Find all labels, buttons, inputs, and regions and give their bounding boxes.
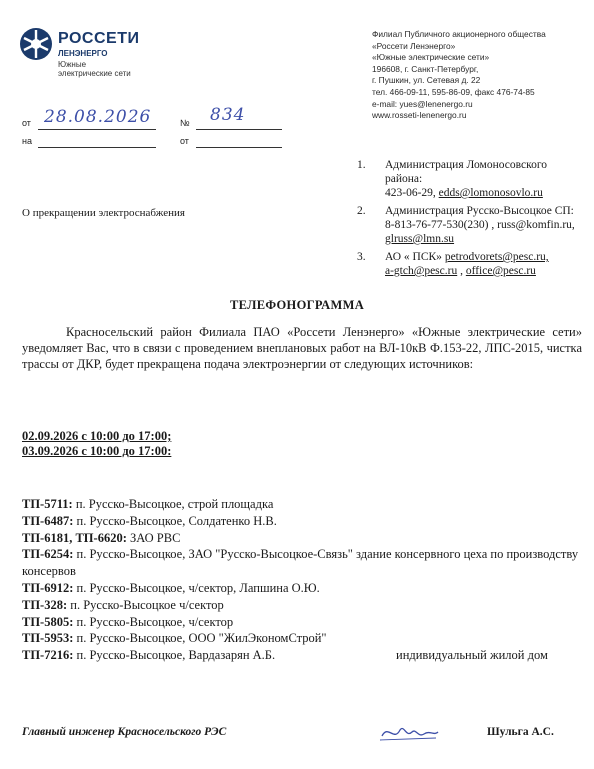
body-paragraph: Красносельский район Филиала ПАО «Россети Ленэнерго» «Южные электрические сети» уведомляет Вас, что в связи с проведением внеплановых работ на ВЛ-10кВ Ф.153-22, ЛПС-2015, чистка трассы от ДКР, будет прекращена подача электроэнергии от следующих источников: xyxy=(22,325,582,371)
substation-desc: п. Русско-Высоцкое, Солдатенко Н.В. xyxy=(73,513,277,528)
org-line: www.rosseti-lenenergo.ru xyxy=(372,110,467,121)
substation-desc: п. Русско-Высоцкое, ч/сектор, Лапшина О.Ю. xyxy=(73,580,320,595)
substation-list xyxy=(22,496,582,664)
substation-desc: п. Русско-Высоцкое, ЗАО "Русско-Высоцкое-Связь" здание консервного цеха по производству консервов xyxy=(22,547,579,579)
substation-item xyxy=(22,580,582,597)
substation-id: ТП-6254: xyxy=(22,547,74,562)
signatory-role: Главный инженер Красносельского РЭС xyxy=(22,726,227,738)
recipient-contact: 8-813-76-77-530(230) , xyxy=(385,219,498,231)
org-line: Филиал Публичного акционерного общества xyxy=(372,29,546,39)
org-line: «Южные электрические сети» xyxy=(372,52,490,63)
number-underline xyxy=(196,129,282,130)
recipient-name: АО « ПСК» xyxy=(385,251,445,263)
substation-item xyxy=(22,647,582,664)
substation-item xyxy=(22,513,582,530)
logo-branch-line2: электрические сети xyxy=(58,69,131,78)
recipient-number: 2. xyxy=(357,205,366,217)
org-line: e-mail: yues@lenenergo.ru xyxy=(372,98,473,109)
org-header xyxy=(372,29,587,122)
substation-desc: ЗАО РВС xyxy=(126,530,181,545)
recipient-item xyxy=(357,250,587,278)
logo-branch xyxy=(58,60,168,78)
substation-item xyxy=(22,546,582,580)
outage-date: 02.09.2026 с 10:00 до 17:00; xyxy=(22,429,172,443)
recipient-item xyxy=(357,204,587,246)
outgoing-number: 834 xyxy=(210,105,246,125)
recipient-number: 3. xyxy=(357,251,366,263)
to-underline xyxy=(38,147,156,148)
substation-extra: индивидуальный жилой дом xyxy=(396,648,548,663)
substation-item xyxy=(22,614,582,631)
company-logo xyxy=(18,24,168,94)
signatory-name: Шульга А.С. xyxy=(487,726,554,738)
substation-id: ТП-6912: xyxy=(22,580,74,595)
recipient-item xyxy=(357,158,587,200)
substation-desc: п. Русско-Высоцкое, Вардазарян А.Б. xyxy=(73,648,276,663)
logo-brand: РОССЕТИ xyxy=(58,30,140,47)
substation-id: ТП-328: xyxy=(22,597,68,612)
from-label: от xyxy=(22,118,31,128)
substation-desc: п. Русско-Высоцкое ч/сектор xyxy=(67,597,224,612)
substation-desc: п. Русско-Высоцкое, ООО "ЖилЭкономСтрой" xyxy=(73,631,327,646)
recipient-name: Администрация Ломоносовского района: xyxy=(385,159,548,185)
substation-id: ТП-6487: xyxy=(22,513,74,528)
recipient-email[interactable]: office@pesc.ru xyxy=(465,265,536,277)
recipient-number: 1. xyxy=(357,159,366,171)
date-underline xyxy=(38,129,156,130)
substation-item xyxy=(22,597,582,614)
recipient-contact: 423-06-29, xyxy=(385,187,439,199)
substation-desc: п. Русско-Высоцкое, ч/сектор xyxy=(73,614,234,629)
document-title: ТЕЛЕФОНОГРАММА xyxy=(229,298,365,312)
org-line: г. Пушкин, ул. Сетевая д. 22 xyxy=(372,75,481,86)
to-from-underline xyxy=(196,147,282,148)
substation-desc: п. Русско-Высоцкое, строй площадка xyxy=(72,497,274,511)
substation-item xyxy=(22,496,582,513)
substation-item xyxy=(22,630,582,647)
logo-branch-line1: Южные xyxy=(58,60,87,69)
recipient-separator: , xyxy=(457,265,466,277)
recipient-list xyxy=(357,158,587,282)
recipient-email[interactable]: a-gtch@pesc.ru xyxy=(385,265,458,277)
outgoing-date: 28.08.2026 xyxy=(44,107,152,127)
substation-id: ТП-7216: xyxy=(22,648,74,663)
signature-mark xyxy=(378,716,442,751)
substation-id: ТП-6181, ТП-6620: xyxy=(22,530,127,545)
logo-company: ЛЕНЭНЕРГО xyxy=(58,49,108,58)
recipient-email[interactable]: russ@komfin.ru, xyxy=(497,219,575,231)
subject-line: О прекращении электроснабжения xyxy=(22,207,185,219)
org-line: «Россети Ленэнерго» xyxy=(372,40,456,51)
substation-item xyxy=(22,530,582,547)
org-line: тел. 466-09-11, 595-86-09, факс 476-74-85 xyxy=(372,86,535,97)
recipient-email[interactable]: edds@lomonosovlo.ru xyxy=(438,187,543,199)
substation-id: ТП-5953: xyxy=(22,631,74,646)
recipient-name: Администрация Русско-Высоцкое СП: xyxy=(385,205,574,217)
org-line: 196608, г. Санкт-Петербург, xyxy=(372,63,479,74)
to-from-label: от xyxy=(180,136,189,146)
to-label: на xyxy=(22,136,32,146)
rosseti-emblem-icon xyxy=(18,26,54,62)
outage-dates xyxy=(22,429,171,459)
outage-date: 03.09.2026 с 10:00 до 17:00: xyxy=(22,444,172,458)
number-label: № xyxy=(180,118,190,128)
recipient-email[interactable]: glruss@lmn.su xyxy=(385,233,455,245)
substation-id: ТП-5805: xyxy=(22,614,74,629)
substation-id: ТП-5711: xyxy=(22,497,73,511)
recipient-email[interactable]: petrodvorets@pesc.ru, xyxy=(444,251,549,263)
